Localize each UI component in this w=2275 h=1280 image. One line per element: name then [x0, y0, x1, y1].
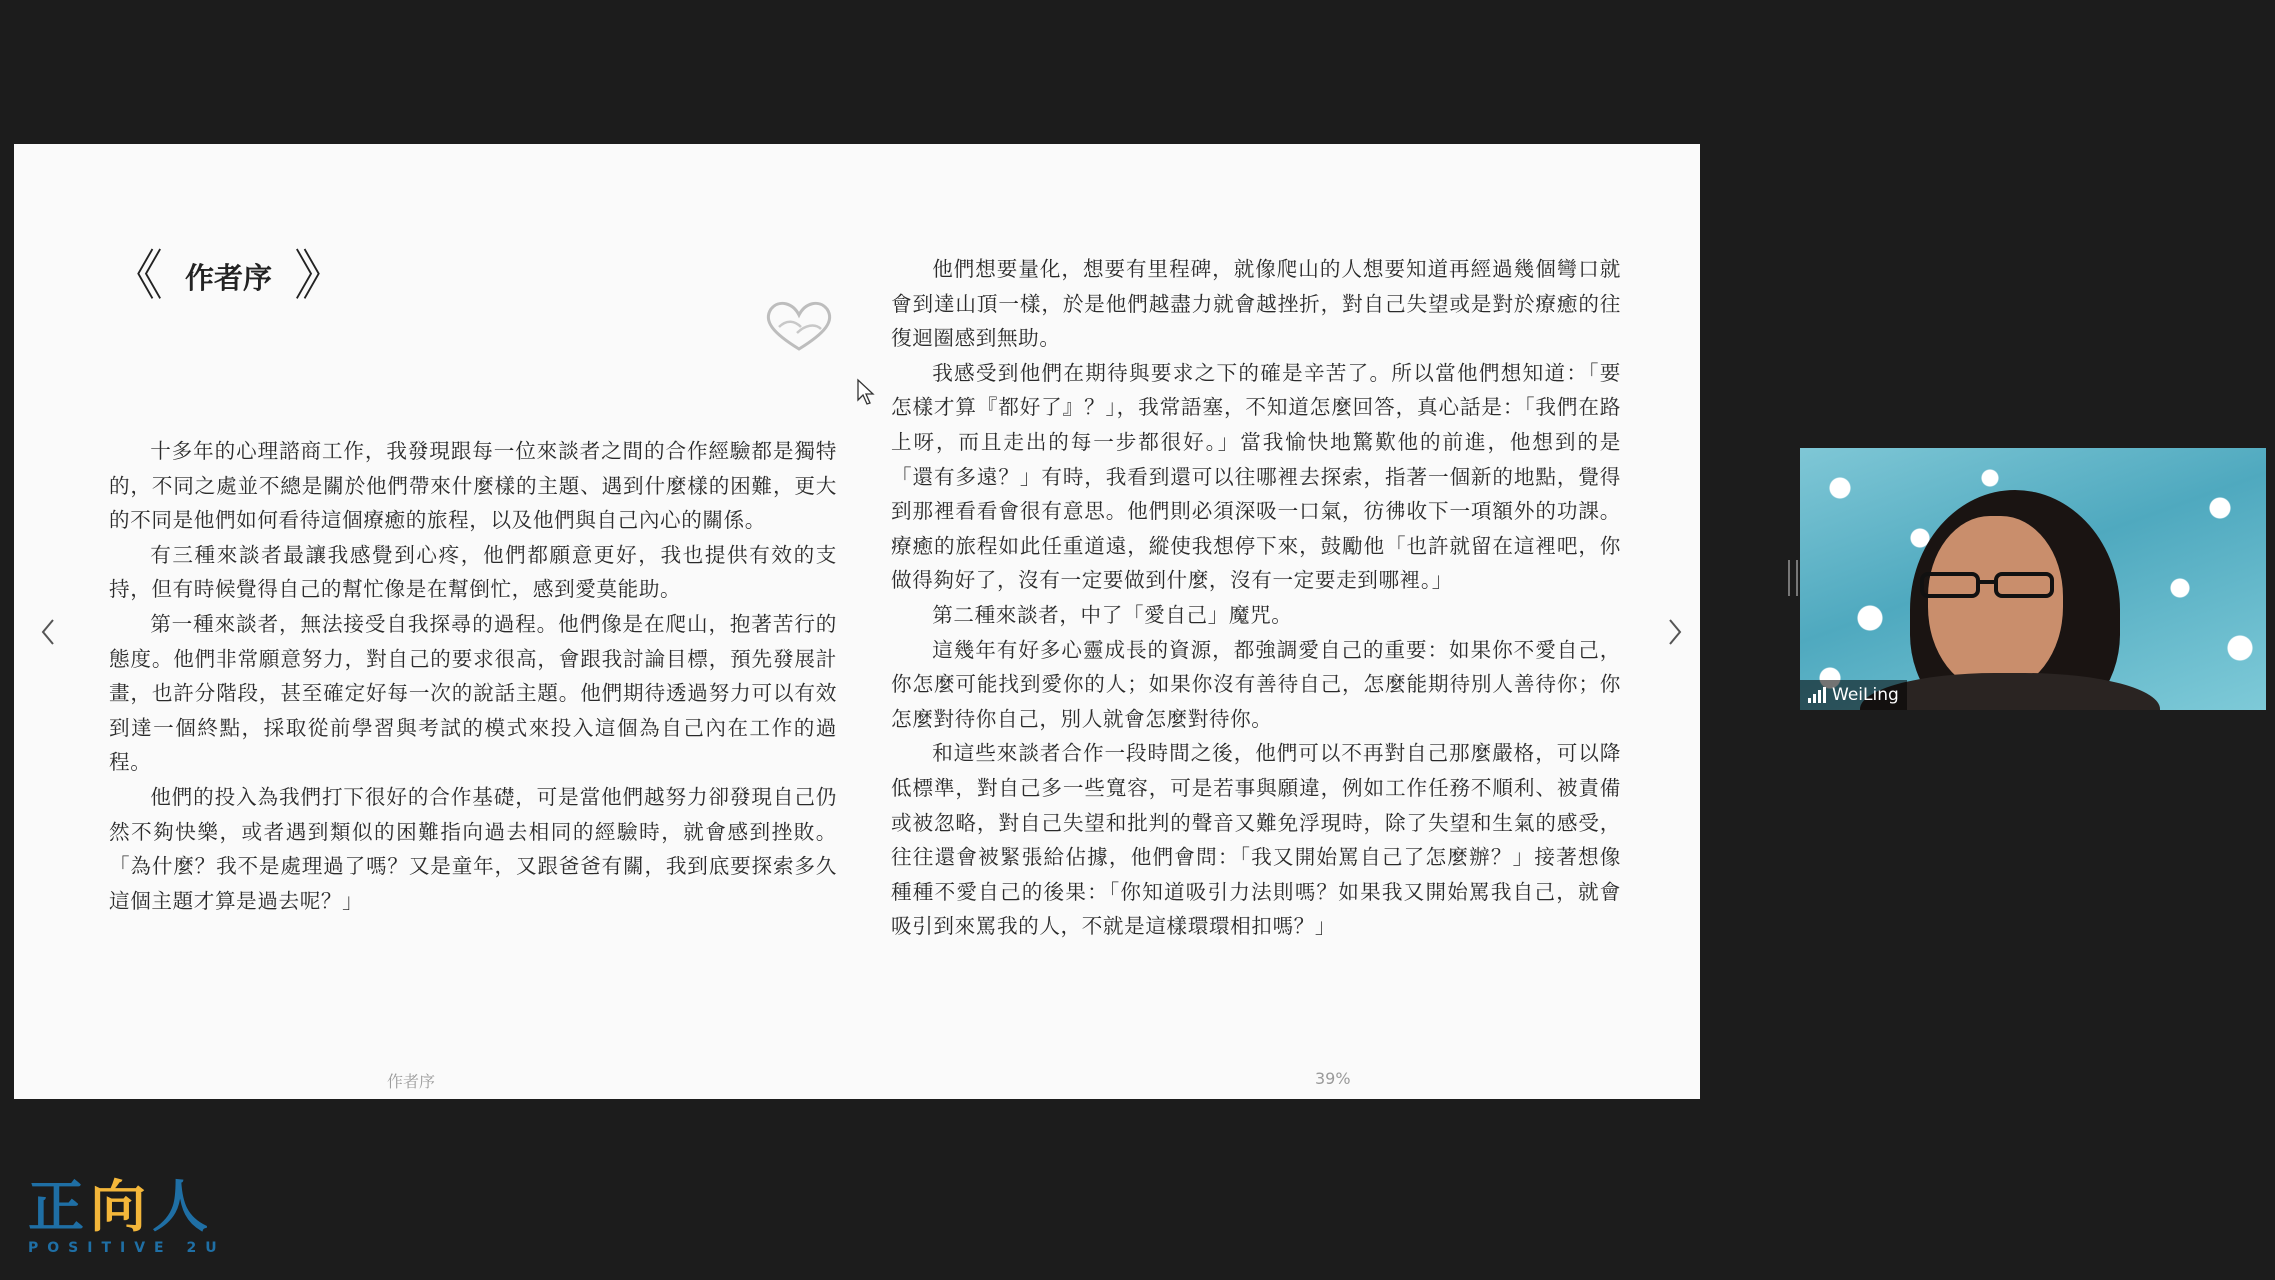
next-page-icon: [1667, 618, 1683, 646]
footer-progress: 39%: [1315, 1069, 1351, 1088]
right-page-text: [891, 252, 1621, 944]
next-page-button[interactable]: [1655, 607, 1695, 657]
chapter-title: 作者序: [185, 260, 273, 295]
participant-name-tag: [1800, 680, 1907, 710]
paragraph: 他們的投入為我們打下很好的合作基礎，可是當他們越努力卻發現自己仍然不夠快樂，或者遇到類似的困難指向過去相同的經驗時，就會感到挫敗。「為什麼？我不是處理過了嗎？又是童年，又跟爸爸有關，我到底要探索多久這個主題才算是過去呢？」: [109, 784, 837, 913]
chapter-heading: [109, 244, 349, 307]
heading-bracket-left: 《: [109, 244, 163, 307]
logo-wordmark: 正向人: [28, 1175, 214, 1240]
left-page-text: [109, 434, 837, 918]
signal-icon: [1808, 687, 1826, 703]
glasses-icon: [1918, 570, 2068, 600]
logo-subtitle: POSITIVE 2U: [28, 1240, 226, 1256]
paragraph: 我感受到他們在期待與要求之下的確是辛苦了。所以當他們想知道：「要怎樣才算『都好了』？」，我常語塞，不知道怎麼回答，真心話是：「我們在路上呀，而且走出的每一步都很好。」當我愉快地驚歎他的前進，他想到的是「還有多遠？」有時，我看到還可以往哪裡去探索，指著一個新的地點，覺得到那裡看看會很有意思。他們則必須深吸一口氣，彷彿收下一項額外的功課。療癒的旅程如此任重道遠，縱使我想停下來，鼓勵他「也許就留在這裡吧，你做得夠好了，沒有一定要做到什麼，沒有一定要走到哪裡。」: [891, 360, 1621, 593]
participant-face: [1928, 516, 2063, 691]
footer-chapter-label: 作者序: [387, 1072, 436, 1091]
participant-video[interactable]: [1800, 448, 2266, 710]
heart-hands-icon: [759, 297, 839, 355]
left-page: [109, 144, 837, 1099]
paragraph: 第一種來談者，無法接受自我探尋的過程。他們像是在爬山，抱著苦行的態度。他們非常願意努力，對自己的要求很高，會跟我討論目標，預先發展計畫，也許分階段，甚至確定好每一次的說話主題。他們期待透過努力可以有效到達一個終點，採取從前學習與考試的模式來投入這個為自己內在工作的過程。: [109, 611, 837, 775]
mouse-cursor-icon: [856, 378, 876, 406]
paragraph: 第二種來談者，中了「愛自己」魔咒。: [932, 602, 1293, 627]
brand-logo: [28, 1175, 226, 1256]
ebook-reader: [14, 144, 1700, 1099]
prev-page-icon: [40, 618, 56, 646]
right-page: [891, 144, 1621, 1099]
paragraph: 這幾年有好多心靈成長的資源，都強調愛自己的重要：如果你不愛自己，你怎麼可能找到愛你的人；如果你沒有善待自己，怎麼能期待別人善待你；你怎麼對待你自己，別人就會怎麼對待你。: [891, 637, 1621, 731]
participant-name: WeiLing: [1832, 685, 1899, 705]
paragraph: 和這些來談者合作一段時間之後，他們可以不再對自己那麼嚴格，可以降低標準，對自己多一些寬容，可是若事與願違，例如工作任務不順利、被責備或被忽略，對自己失望和批判的聲音又難免浮現時，除了失望和生氣的感受，往往還會被緊張給佔據，他們會問：「我又開始罵自己了怎麼辦？」接著想像種種不愛自己的後果：「你知道吸引力法則嗎？如果我又開始罵我自己，就會吸引到來罵我的人，不就是這樣環環相扣嗎？」: [891, 741, 1621, 939]
heading-bracket-right: 》: [294, 244, 349, 307]
paragraph: 十多年的心理諮商工作，我發現跟每一位來談者之間的合作經驗都是獨特的，不同之處並不總是關於他們帶來什麼樣的主題、遇到什麼樣的困難，更大的不同是他們如何看待這個療癒的旅程，以及他們與自己內心的關係。: [109, 439, 837, 533]
prev-page-button[interactable]: [28, 607, 68, 657]
paragraph: 有三種來談者最讓我感覺到心疼，他們都願意更好，我也提供有效的支持，但有時候覺得自己的幫忙像是在幫倒忙，感到愛莫能助。: [109, 542, 837, 602]
video-resize-handle[interactable]: [1788, 560, 1798, 596]
paragraph: 他們想要量化，想要有里程碑，就像爬山的人想要知道再經過幾個彎口就會到達山頂一樣，於是他們越盡力就會越挫折，對自己失望或是對於療癒的往復迴圈感到無助。: [891, 257, 1621, 351]
